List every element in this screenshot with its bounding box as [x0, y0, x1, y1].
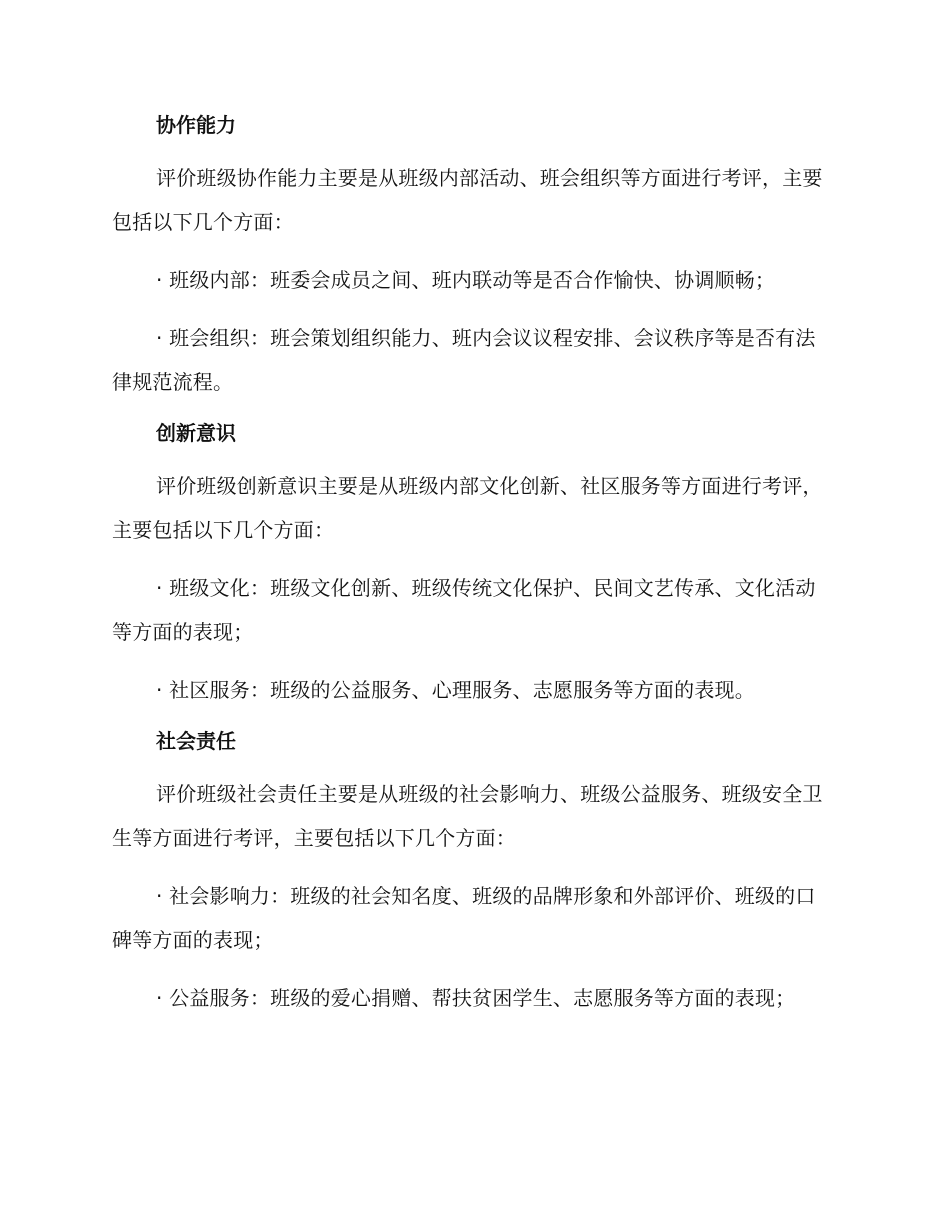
bullet-item: · 班级文化：班级文化创新、班级传统文化保护、民间文艺传承、文化活动等方面的表现；	[112, 576, 816, 644]
section-intro: 评价班级创新意识主要是从班级内部文化创新、社区服务等方面进行考评，主要包括以下几个方面：	[112, 474, 823, 542]
section-heading: 协作能力	[156, 113, 236, 137]
section-cooperation	[112, 110, 832, 404]
bullet-item: · 班级内部：班委会成员之间、班内联动等是否合作愉快、协调顺畅；	[156, 268, 776, 292]
section-innovation	[112, 418, 832, 712]
section-heading: 社会责任	[156, 729, 236, 753]
bullet-item: · 社区服务：班级的公益服务、心理服务、志愿服务等方面的表现。	[156, 678, 755, 702]
bullet-item: · 公益服务：班级的爱心捐赠、帮扶贫困学生、志愿服务等方面的表现；	[156, 986, 796, 1010]
section-social-responsibility	[112, 726, 832, 1020]
section-heading: 创新意识	[156, 421, 236, 445]
section-intro: 评价班级社会责任主要是从班级的社会影响力、班级公益服务、班级安全卫生等方面进行考评，主要包括以下几个方面：	[112, 782, 823, 850]
bullet-item: · 班会组织：班会策划组织能力、班内会议议程安排、会议秩序等是否有法律规范流程。	[112, 326, 816, 394]
bullet-item: · 社会影响力：班级的社会知名度、班级的品牌形象和外部评价、班级的口碑等方面的表现；	[112, 884, 816, 952]
section-intro: 评价班级协作能力主要是从班级内部活动、班会组织等方面进行考评，主要包括以下几个方面：	[112, 166, 823, 234]
